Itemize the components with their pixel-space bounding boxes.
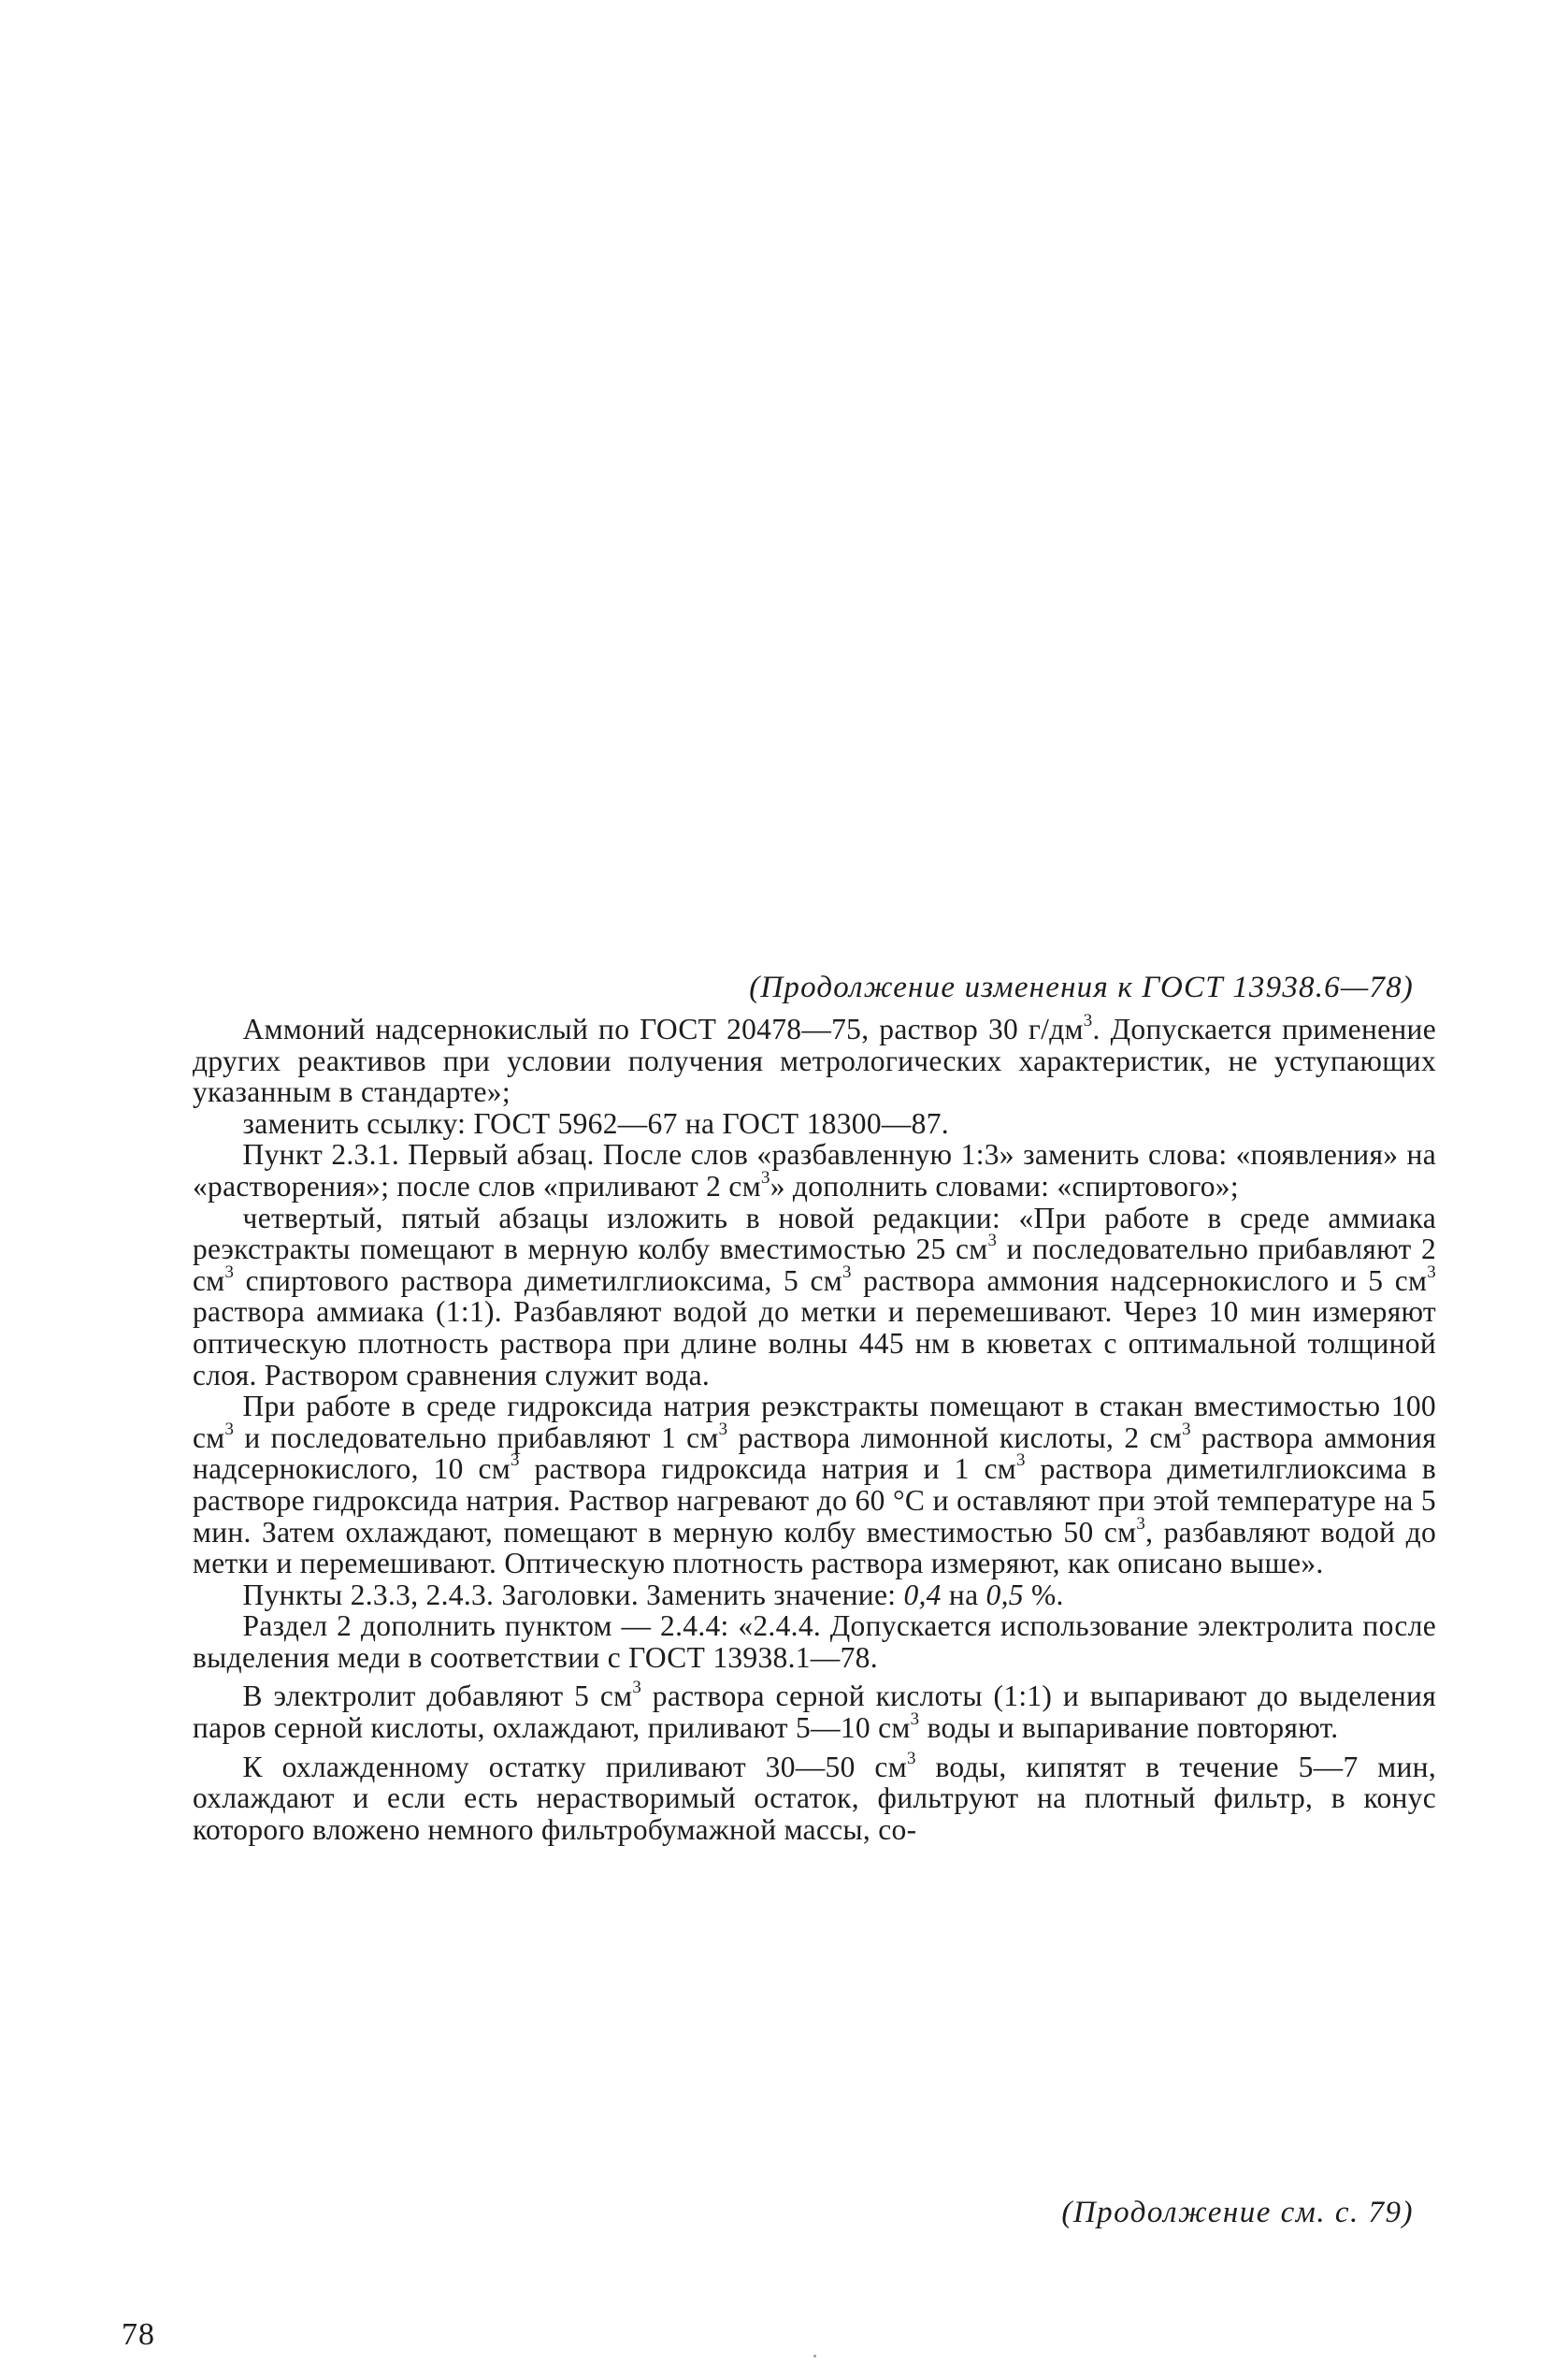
superscript: 3: [510, 1450, 520, 1471]
text-run: Пункт 2.3.1. Первый абзац. После слов «разбавленную 1:3» заменить слова: «появления» на «растворения»; после слов «приливают 2 см: [193, 1138, 1436, 1203]
superscript: 3: [1427, 1261, 1436, 1282]
superscript: 3: [910, 1708, 920, 1729]
superscript: 3: [760, 1167, 770, 1188]
text-run: четвертый, пятый абзацы изложить в новой редакции: «При работе в среде аммиака реэкстракты помещают в мерную колбу вместимостью 25 см: [193, 1201, 1436, 1266]
text-run: » дополнить словами: «спиртового»;: [770, 1169, 1239, 1203]
body-text: [193, 1010, 1437, 1846]
superscript: 3: [1136, 1513, 1146, 1534]
superscript: 3: [842, 1261, 852, 1282]
superscript: 3: [224, 1261, 235, 1282]
italic-value: 0,4: [903, 1578, 942, 1611]
paragraph: [193, 1139, 1436, 1202]
italic-value: 0,5: [985, 1578, 1024, 1611]
text-run: и последовательно прибавляют 2 см: [193, 1232, 1437, 1297]
text-run: . Допускается применение других реактивов при условии получения метрологических характеристик, не уступающих указанным в стандарте»;: [193, 1013, 1436, 1109]
superscript: 3: [1083, 1010, 1093, 1031]
paragraph: [193, 1579, 1436, 1611]
text-run: раствора серной кислоты (1:1) и выпаривают до выделения паров серной кислоты, охлаждают, приливают 5—10 см: [193, 1679, 1436, 1745]
superscript: 3: [1016, 1450, 1026, 1471]
text-run: заменить ссылку: ГОСТ 5962—67 на ГОСТ 18300—87.: [242, 1106, 949, 1140]
text-run: спиртового раствора диметилглиоксима, 5 см: [234, 1263, 842, 1297]
text-run: раствора лимонной кислоты, 2 см: [727, 1420, 1183, 1454]
paragraph: [193, 1108, 1436, 1140]
text-run: воды, кипятят в течение 5—7 мин, охлаждают и если есть нерастворимый остаток, фильтруют на плотный фильтр, в конус которого вложено немного фильтробумажной массы, со-: [193, 1750, 1436, 1846]
paragraph: [193, 1010, 1436, 1109]
superscript: 3: [987, 1230, 998, 1250]
text-run: на: [941, 1578, 986, 1611]
text-run: Раздел 2 дополнить пунктом — 2.4.4: «2.4.4. Допускается использование электролита после выделения меди в соответствии с ГОСТ 13938.1—78.: [193, 1609, 1436, 1674]
text-run: раствора диметилглиоксима в растворе гидроксида натрия. Раствор нагревают до 60 °С и оставляют при этой температуре на 5 мин. Затем охлаждают, помещают в мерную колбу вместимостью 50 см: [193, 1452, 1436, 1549]
paragraph: [193, 1391, 1436, 1579]
paragraph: [193, 1748, 1436, 1846]
paragraph: [193, 1610, 1436, 1673]
page-number: 78: [122, 2317, 155, 2352]
superscript: 3: [718, 1419, 728, 1439]
text-run: и последовательно прибавляют 1 см: [234, 1420, 719, 1454]
superscript: 3: [224, 1419, 235, 1439]
text-run: воды и выпаривание повторяют.: [919, 1711, 1339, 1745]
paragraph: [193, 1203, 1436, 1391]
text-run: Аммоний надсернокислый по ГОСТ 20478—75, раствор 30 г/дм: [242, 1013, 1084, 1045]
text-run: %.: [1023, 1578, 1064, 1611]
paragraph: [193, 1680, 1436, 1743]
text-run: При работе в среде гидроксида натрия реэкстракты помещают в стакан вместимостью 100 см: [193, 1390, 1436, 1454]
text-run: Пункты 2.3.3, 2.4.3. Заголовки. Заменить значение:: [242, 1578, 904, 1611]
superscript: 3: [906, 1748, 916, 1768]
text-run: раствора аммония надсернокислого, 10 см: [193, 1420, 1436, 1486]
text-run: раствора аммония надсернокислого и 5 см: [851, 1263, 1428, 1297]
continuation-header: (Продолжение изменения к ГОСТ 13938.6—78): [749, 971, 1414, 1004]
text-run: В электролит добавляют 5 см: [242, 1679, 633, 1713]
continued-footer: (Продолжение см. с. 79): [1061, 2196, 1414, 2229]
text-run: К охлажденному остатку приливают 30—50 см: [242, 1750, 907, 1783]
text-run: раствора аммиака (1:1). Разбавляют водой до метки и перемешивают. Через 10 мин измеряют оптическую плотность раствора при длине волны 445 нм в кюветах с оптимальной толщиной слоя. Раствором сравнения служит вода.: [193, 1295, 1436, 1391]
superscript: 3: [632, 1678, 642, 1698]
text-run: , разбавляют водой до метки и перемешивают. Оптическую плотность раствора измеряют, как описано выше».: [193, 1515, 1436, 1580]
superscript: 3: [1182, 1419, 1191, 1439]
text-run: раствора гидроксида натрия и 1 см: [519, 1452, 1016, 1486]
scan-speck: [813, 2355, 816, 2357]
